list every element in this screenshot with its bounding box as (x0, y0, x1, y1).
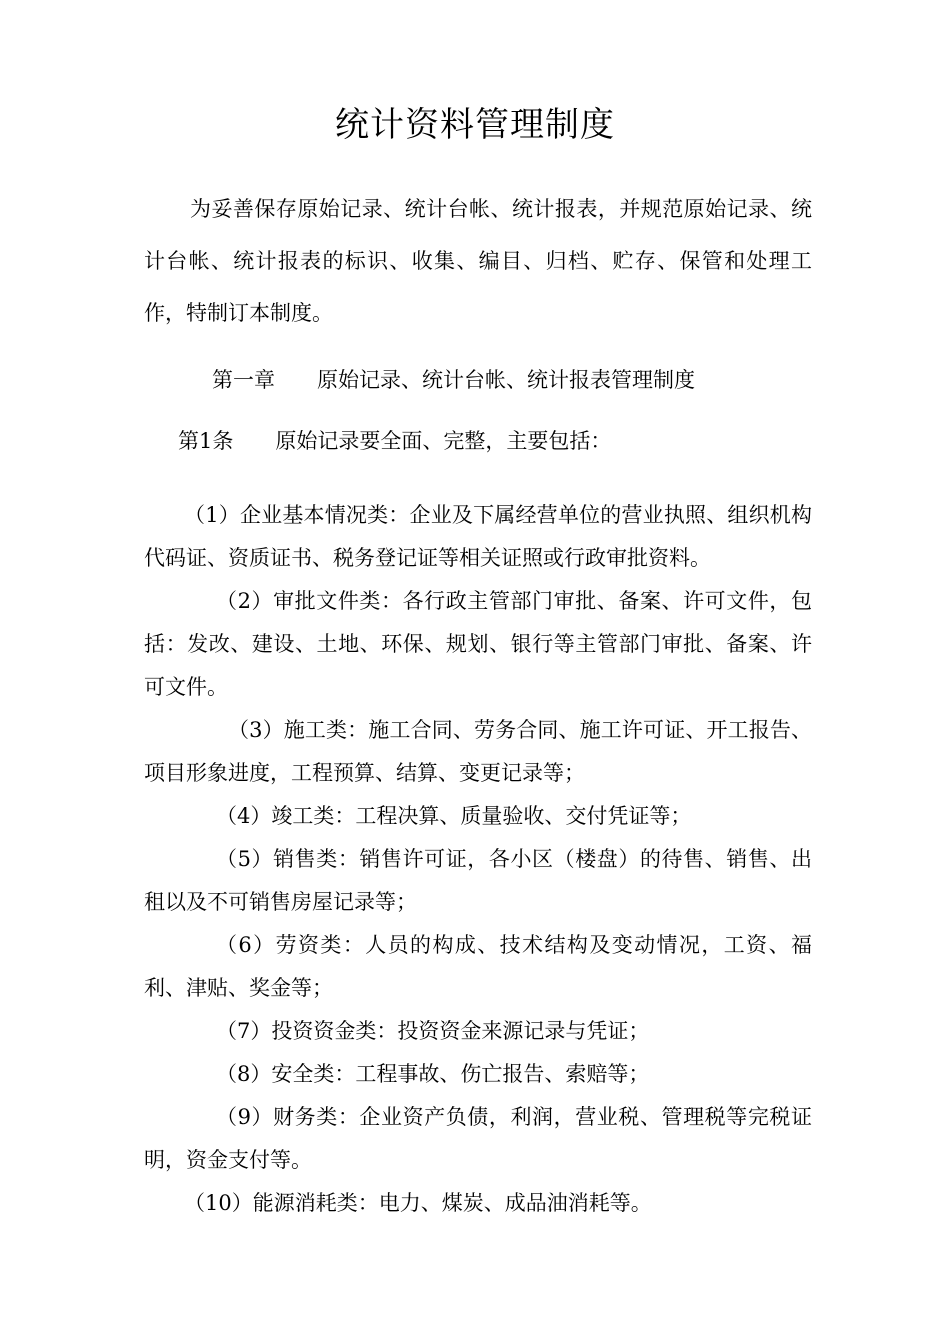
list-item-finance: （9）财务类：企业资产负债，利润，营业税、管理税等完税证明，资金支付等。 (144, 1105, 812, 1172)
list-item-construction: （3）施工类：施工合同、劳务合同、施工许可证、开工报告、项目形象进度，工程预算、结算、变更记录等； (144, 718, 812, 785)
chapter-heading: 第一章 原始记录、统计台帐、统计报表管理制度 (212, 368, 695, 392)
list-item-enterprise-info: （1）企业基本情况类：企业及下属经营单位的营业执照、组织机构代码证、资质证书、税务登记证等相关证照或行政审批资料。 (144, 503, 812, 570)
list-item-approval-documents: （2）审批文件类：各行政主管部门审批、备案、许可文件，包括：发改、建设、土地、环保、规划、银行等主管部门审批、备案、许可文件。 (144, 589, 812, 699)
list-item-safety: （8）安全类：工程事故、伤亡报告、索赔等； (216, 1062, 650, 1086)
list-item-sales: （5）销售类：销售许可证，各小区（楼盘）的待售、销售、出租以及不可销售房屋记录等； (144, 847, 812, 914)
list-item-completion: （4）竣工类：工程决算、质量验收、交付凭证等； (216, 804, 692, 828)
list-item-energy: （10）能源消耗类：电力、煤炭、成品油消耗等。 (184, 1191, 652, 1215)
document-title: 统计资料管理制度 (335, 105, 615, 145)
list-item-labor: （6）劳资类：人员的构成、技术结构及变动情况，工资、福利、津贴、奖金等； (144, 933, 812, 1000)
article-heading: 第1条 原始记录要全面、完整，主要包括： (178, 429, 612, 453)
intro-paragraph: 为妥善保存原始记录、统计台帐、统计报表，并规范原始记录、统计台帐、统计报表的标识、收集、编目、归档、贮存、保管和处理工作，特制订本制度。 (144, 197, 812, 325)
list-item-investment: （7）投资资金类：投资资金来源记录与凭证； (216, 1019, 650, 1043)
